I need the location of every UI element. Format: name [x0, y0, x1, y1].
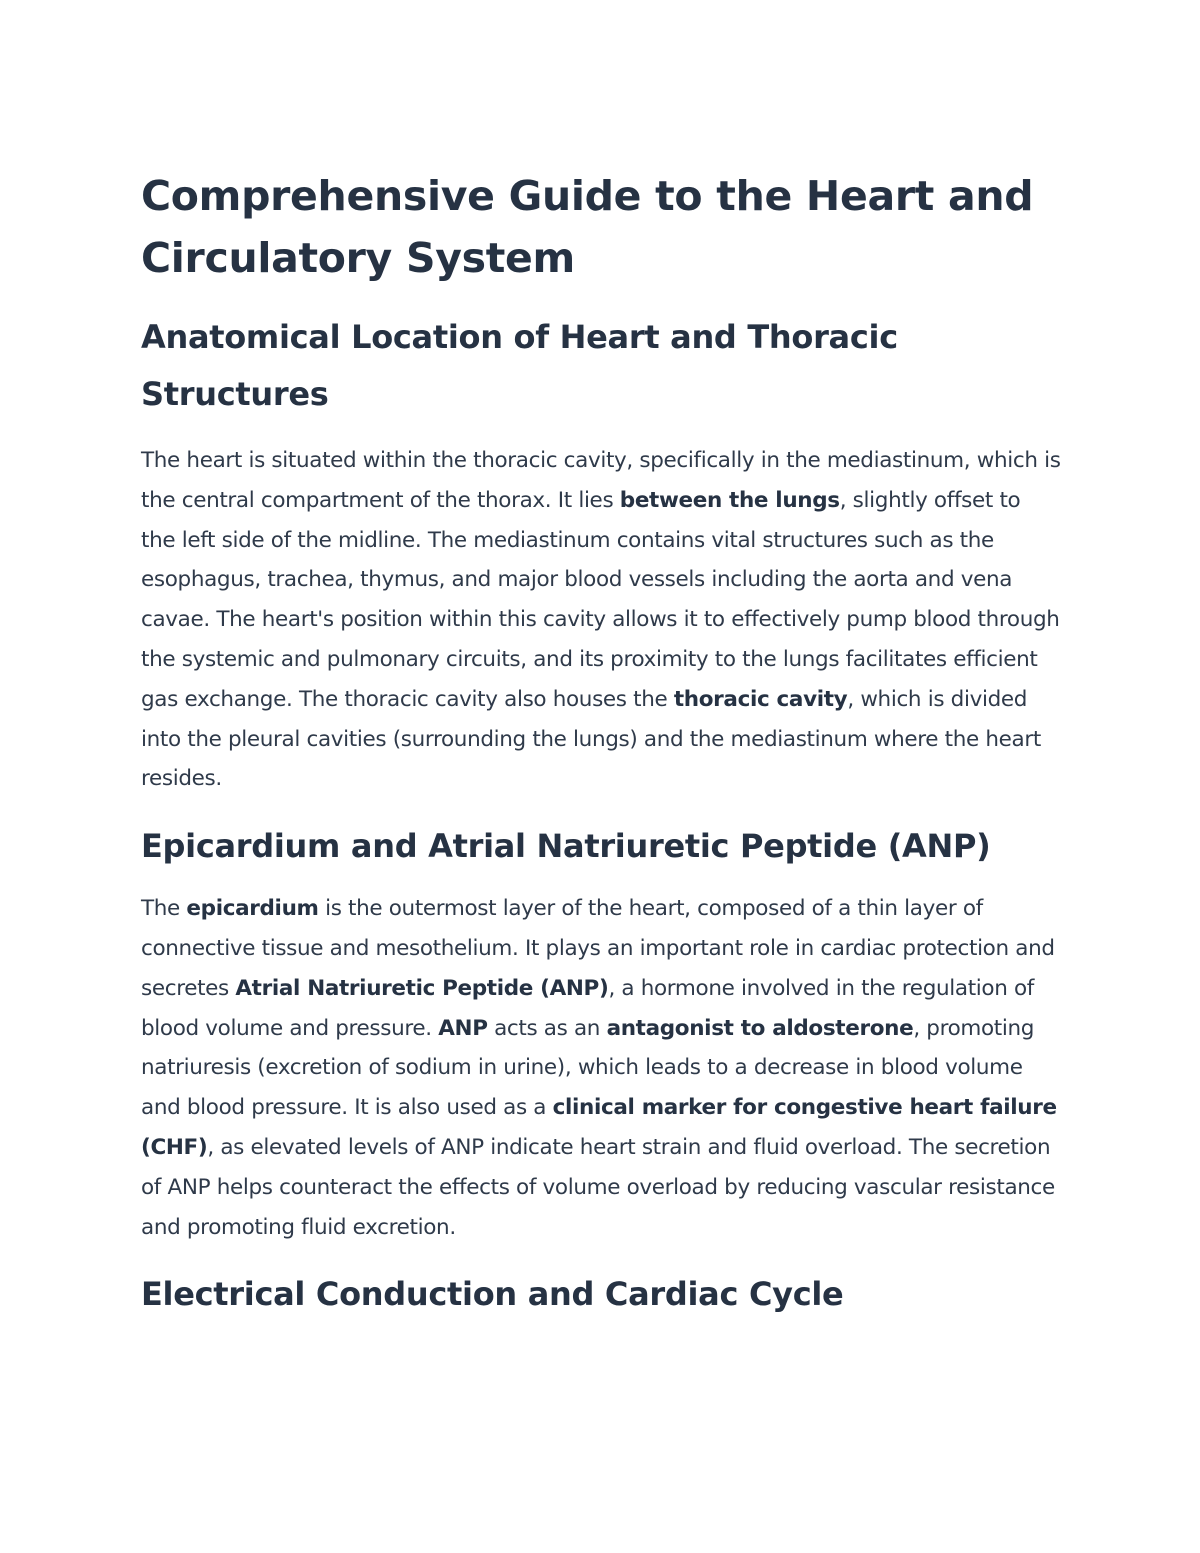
text-run: acts as an — [487, 1015, 607, 1041]
paragraph-anatomical-location — [141, 441, 1061, 799]
bold-term-between-the-lungs: between the lungs — [619, 487, 840, 513]
bold-term-clinical-marker-chf: clinical marker for congestive heart failure (CHF) — [141, 1095, 1057, 1160]
bold-term-epicardium: epicardium — [186, 896, 319, 922]
section-heading-anatomical-location: Anatomical Location of Heart and Thoracic Structures — [141, 318, 898, 413]
text-run: The heart is situated within the thoracic cavity, specifically in the mediastinum, which is the central compartment of the thorax. It lies — [141, 448, 1061, 513]
bold-term-anp-full: Atrial Natriuretic Peptide (ANP) — [235, 975, 609, 1001]
bold-term-anp: ANP — [438, 1015, 488, 1041]
text-run: , a hormone involved in the regulation of blood volume and pressure. — [141, 975, 1035, 1041]
text-run: , which is divided into the pleural cavities (surrounding the lungs) and the mediastinum where the heart resides. — [141, 686, 1041, 792]
section-heading-electrical-conduction: Electrical Conduction and Cardiac Cycle — [141, 1275, 844, 1314]
bold-term-thoracic-cavity: thoracic cavity — [673, 686, 848, 712]
paragraph-epicardium-anp — [141, 889, 1061, 1247]
document-page — [141, 165, 1061, 1319]
text-run: , as elevated levels of ANP indicate heart strain and fluid overload. The secretion of ANP helps counteract the effects of volume overload by reducing vascular resistance and promoting fluid excretion. — [141, 1134, 1055, 1240]
text-run: is the outermost layer of the heart, composed of a thin layer of connective tissue and mesothelium. It plays an important role in cardiac protection and secretes — [141, 896, 1055, 1001]
text-run: The — [141, 896, 187, 922]
document-title: Comprehensive Guide to the Heart and Circulatory System — [141, 172, 1034, 282]
section-heading-epicardium-anp: Epicardium and Atrial Natriuretic Peptide (ANP) — [141, 827, 991, 866]
bold-term-antagonist-aldosterone: antagonist to aldosterone — [606, 1015, 914, 1041]
text-run: , promoting natriuresis (excretion of sodium in urine), which leads to a decrease in blood volume and blood pressure. It is also used as a — [141, 1015, 1035, 1121]
text-run: , slightly offset to the left side of the midline. The mediastinum contains vital structures such as the esophagus, trachea, thymus, and major blood vessels including the aorta and vena cavae. The heart's position within this cavity allows it to effectively pump blood through the systemic and pulmonary circuits, and its proximity to the lungs facilitates efficient gas exchange. The thoracic cavity also houses the — [141, 487, 1060, 712]
